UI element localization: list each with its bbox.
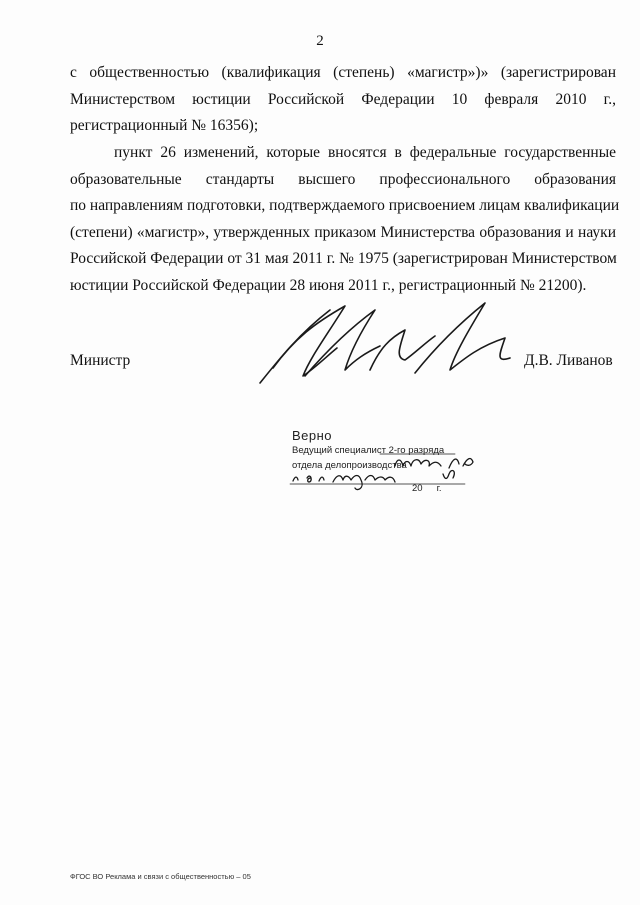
certification-verno: Верно [292,428,333,443]
paragraph-2-line: Российской Федерации от 31 мая 2011 г. № 1975 (зарегистрирован Министерством [70,250,617,268]
paragraph-1 [70,60,616,140]
certification-position: Ведущий специалист 2-го разряда [292,445,445,456]
certification-department: отдела делопроизводства [292,460,407,471]
paragraph-1-line: с общественностью (квалификация (степень) «магистр»)» (зарегистрирован [70,64,616,81]
paragraph-1-line: Министерством юстиции Российской Федерации 10 февраля 2010 г., [70,90,616,108]
minister-name: Д.В. Ливанов [524,352,613,369]
minister-signature [255,298,525,388]
paragraph-2-last-line: юстиции Российской Федерации 28 июня 2011 г., регистрационный № 21200). [70,276,587,294]
handwritten-certification [285,448,485,500]
minister-title: Министр [70,352,131,369]
paragraph-2-line: по направлениям подготовки, подтверждаемого присвоением лицам квалификации [70,197,620,215]
paragraph-2 [70,140,620,300]
document-footer: ФГОС ВО Реклама и связи с общественностью – 05 [70,872,251,881]
paragraph-1-last-line: регистрационный № 16356); [70,117,259,135]
paragraph-2-line: пункт 26 изменений, которые вносятся в федеральные государственные [114,144,616,161]
page-number: 2 [316,33,324,49]
paragraph-2-line: (степени) «магистр», утвержденных приказом Министерства образования и науки [70,223,616,241]
paragraph-2-line: образовательные стандарты высшего профессионального образования [70,170,616,188]
certification-year-end: г. [436,483,442,494]
certification-year-prefix: 20 [412,483,423,494]
